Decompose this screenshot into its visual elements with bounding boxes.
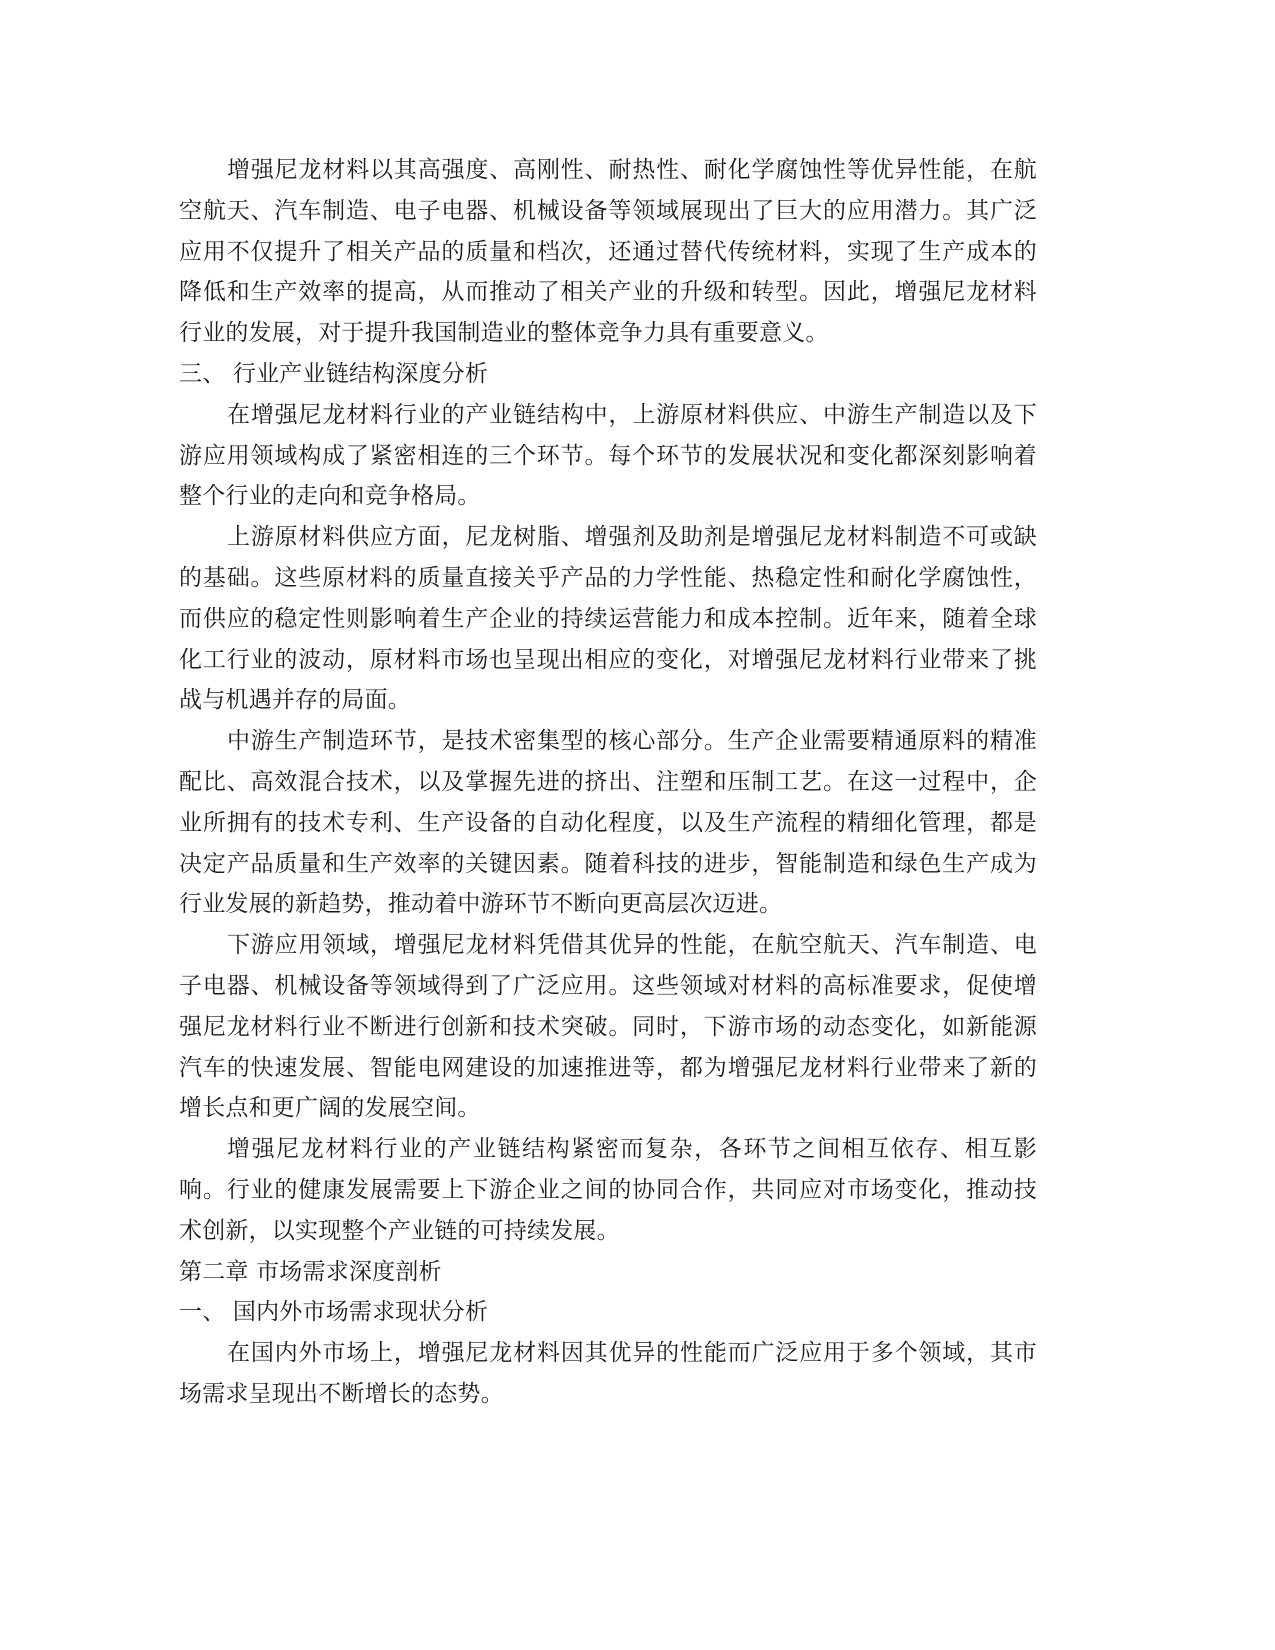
section-heading-industry-chain: 三、 行业产业链结构深度分析 <box>179 360 489 387</box>
paragraph-chain-summary: 增强尼龙材料行业的产业链结构紧密而复杂，各环节之间相互依存、相互影响。行业的健康发展需要上下游企业之间的协同合作，共同应对市场变化，推动技术创新，以实现整个产业链的可持续发展。 <box>179 1136 1037 1244</box>
paragraph-midstream: 中游生产制造环节，是技术密集型的核心部分。生产企业需要精通原料的精准配比、高效混合技术，以及掌握先进的挤出、注塑和压制工艺。在这一过程中，企业所拥有的技术专利、生产设备的自动化程度，以及生产流程的精细化管理，都是决定产品质量和生产效率的关键因素。随着科技的进步，智能制造和绿色生产成为行业发展的新趋势，推动着中游环节不断向更高层次迈进。 <box>179 728 1037 918</box>
paragraph-market-status: 在国内外市场上，增强尼龙材料因其优异的性能而广泛应用于多个领域，其市场需求呈现出不断增长的态势。 <box>179 1340 1037 1407</box>
paragraph-intro-significance: 增强尼龙材料以其高强度、高刚性、耐热性、耐化学腐蚀性等优异性能，在航空航天、汽车制造、电子电器、机械设备等领域展现出了巨大的应用潜力。其广泛应用不仅提升了相关产品的质量和档次，还通过替代传统材料，实现了生产成本的降低和生产效率的提高，从而推动了相关产业的升级和转型。因此，增强尼龙材料行业的发展，对于提升我国制造业的整体竞争力具有重要意义。 <box>179 157 1037 347</box>
section-heading-market-status: 一、 国内外市场需求现状分析 <box>179 1299 489 1326</box>
chapter-heading-market-demand: 第二章 市场需求深度剖析 <box>179 1258 442 1285</box>
paragraph-downstream: 下游应用领域，增强尼龙材料凭借其优异的性能，在航空航天、汽车制造、电子电器、机械设备等领域得到了广泛应用。这些领域对材料的高标准要求，促使增强尼龙材料行业不断进行创新和技术突破。同时，下游市场的动态变化，如新能源汽车的快速发展、智能电网建设的加速推进等，都为增强尼龙材料行业带来了新的增长点和更广阔的发展空间。 <box>179 932 1037 1122</box>
document-page <box>179 150 1037 1415</box>
paragraph-chain-overview: 在增强尼龙材料行业的产业链结构中，上游原材料供应、中游生产制造以及下游应用领域构成了紧密相连的三个环节。每个环节的发展状况和变化都深刻影响着整个行业的走向和竞争格局。 <box>179 401 1037 510</box>
paragraph-upstream: 上游原材料供应方面，尼龙树脂、增强剂及助剂是增强尼龙材料制造不可或缺的基础。这些原材料的质量直接关乎产品的力学性能、热稳定性和耐化学腐蚀性，而供应的稳定性则影响着生产企业的持续运营能力和成本控制。近年来，随着全球化工行业的波动，原材料市场也呈现出相应的变化，对增强尼龙材料行业带来了挑战与机遇并存的局面。 <box>179 524 1037 714</box>
